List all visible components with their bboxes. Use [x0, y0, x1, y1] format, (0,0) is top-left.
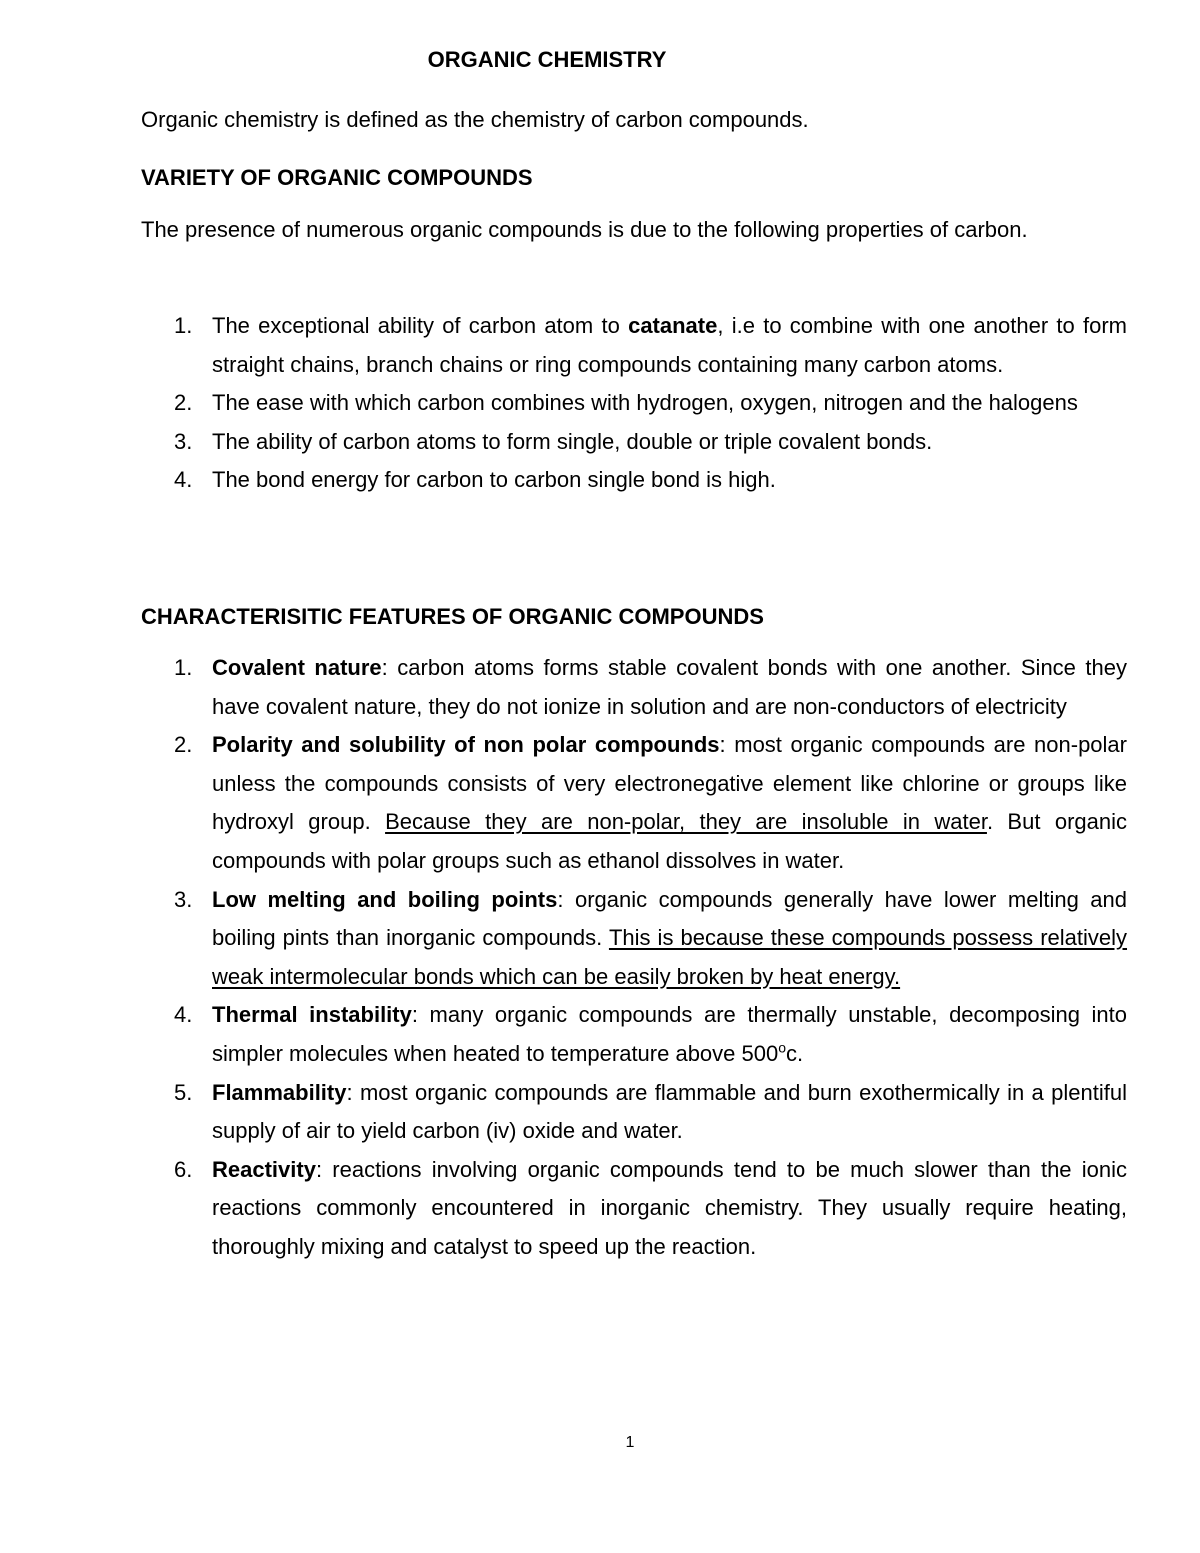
list-item: 2. The ease with which carbon combines with hydrogen, oxygen, nitrogen and the halogens	[174, 390, 1078, 416]
page-number: 1	[625, 1434, 635, 1451]
variety-intro: The presence of numerous organic compounds is due to the following properties of carbon.	[141, 217, 1028, 242]
variety-heading: VARIETY OF ORGANIC COMPOUNDS	[141, 165, 533, 190]
list-item: 1. Covalent nature: carbon atoms forms stable covalent bonds with one another. Since they have covalent nature, they do not ionize in solution and are non-conductors of electricity	[174, 655, 1127, 719]
list-item: 4. Thermal instability: many organic compounds are thermally unstable, decomposing into simpler molecules when heated to temperature above 500$^o$c.	[174, 1002, 1127, 1066]
list-item: 4. The bond energy for carbon to carbon single bond is high.	[174, 467, 776, 493]
list-item: 5. Flammability: most organic compounds are flammable and burn exothermically in a plentiful supply of air to yield carbon (iv) oxide and water.	[174, 1079, 1127, 1144]
list-item: 3. Low melting and boiling points: organic compounds generally have lower melting and boiling pints than inorganic compounds. This is because these compounds possess relatively weak intermolecular bonds which can be easily broken by heat energy.	[174, 886, 1128, 989]
list-item: 3. The ability of carbon atoms to form single, double or triple covalent bonds.	[174, 428, 933, 454]
features-list	[141, 649, 1127, 1267]
definition-paragraph: Organic chemistry is defined as the chemistry of carbon compounds.	[141, 107, 809, 132]
features-heading: CHARACTERISITIC FEATURES OF ORGANIC COMPOUNDS	[141, 604, 764, 629]
list-item: 2. Polarity and solubility of non polar compounds: most organic compounds are non-polar unless the compounds consists of very electronegative element like chlorine or groups like hydroxyl group. Because they are non-polar, they are insoluble in water. But organic compounds with polar groups such as ethanol dissolves in water.	[174, 732, 1127, 873]
variety-list	[141, 307, 1127, 500]
list-item: 1. The exceptional ability of carbon atom to catanate, i.e to combine with one another to form straight chains, branch chains or ring compounds containing many carbon atoms.	[174, 313, 1127, 377]
page-title: ORGANIC CHEMISTRY	[427, 47, 667, 72]
list-item: 6. Reactivity: reactions involving organic compounds tend to be much slower than the ionic reactions commonly encountered in inorganic chemistry. They usually require heating, thoroughly mixing and catalyst to speed up the reaction.	[174, 1156, 1127, 1259]
